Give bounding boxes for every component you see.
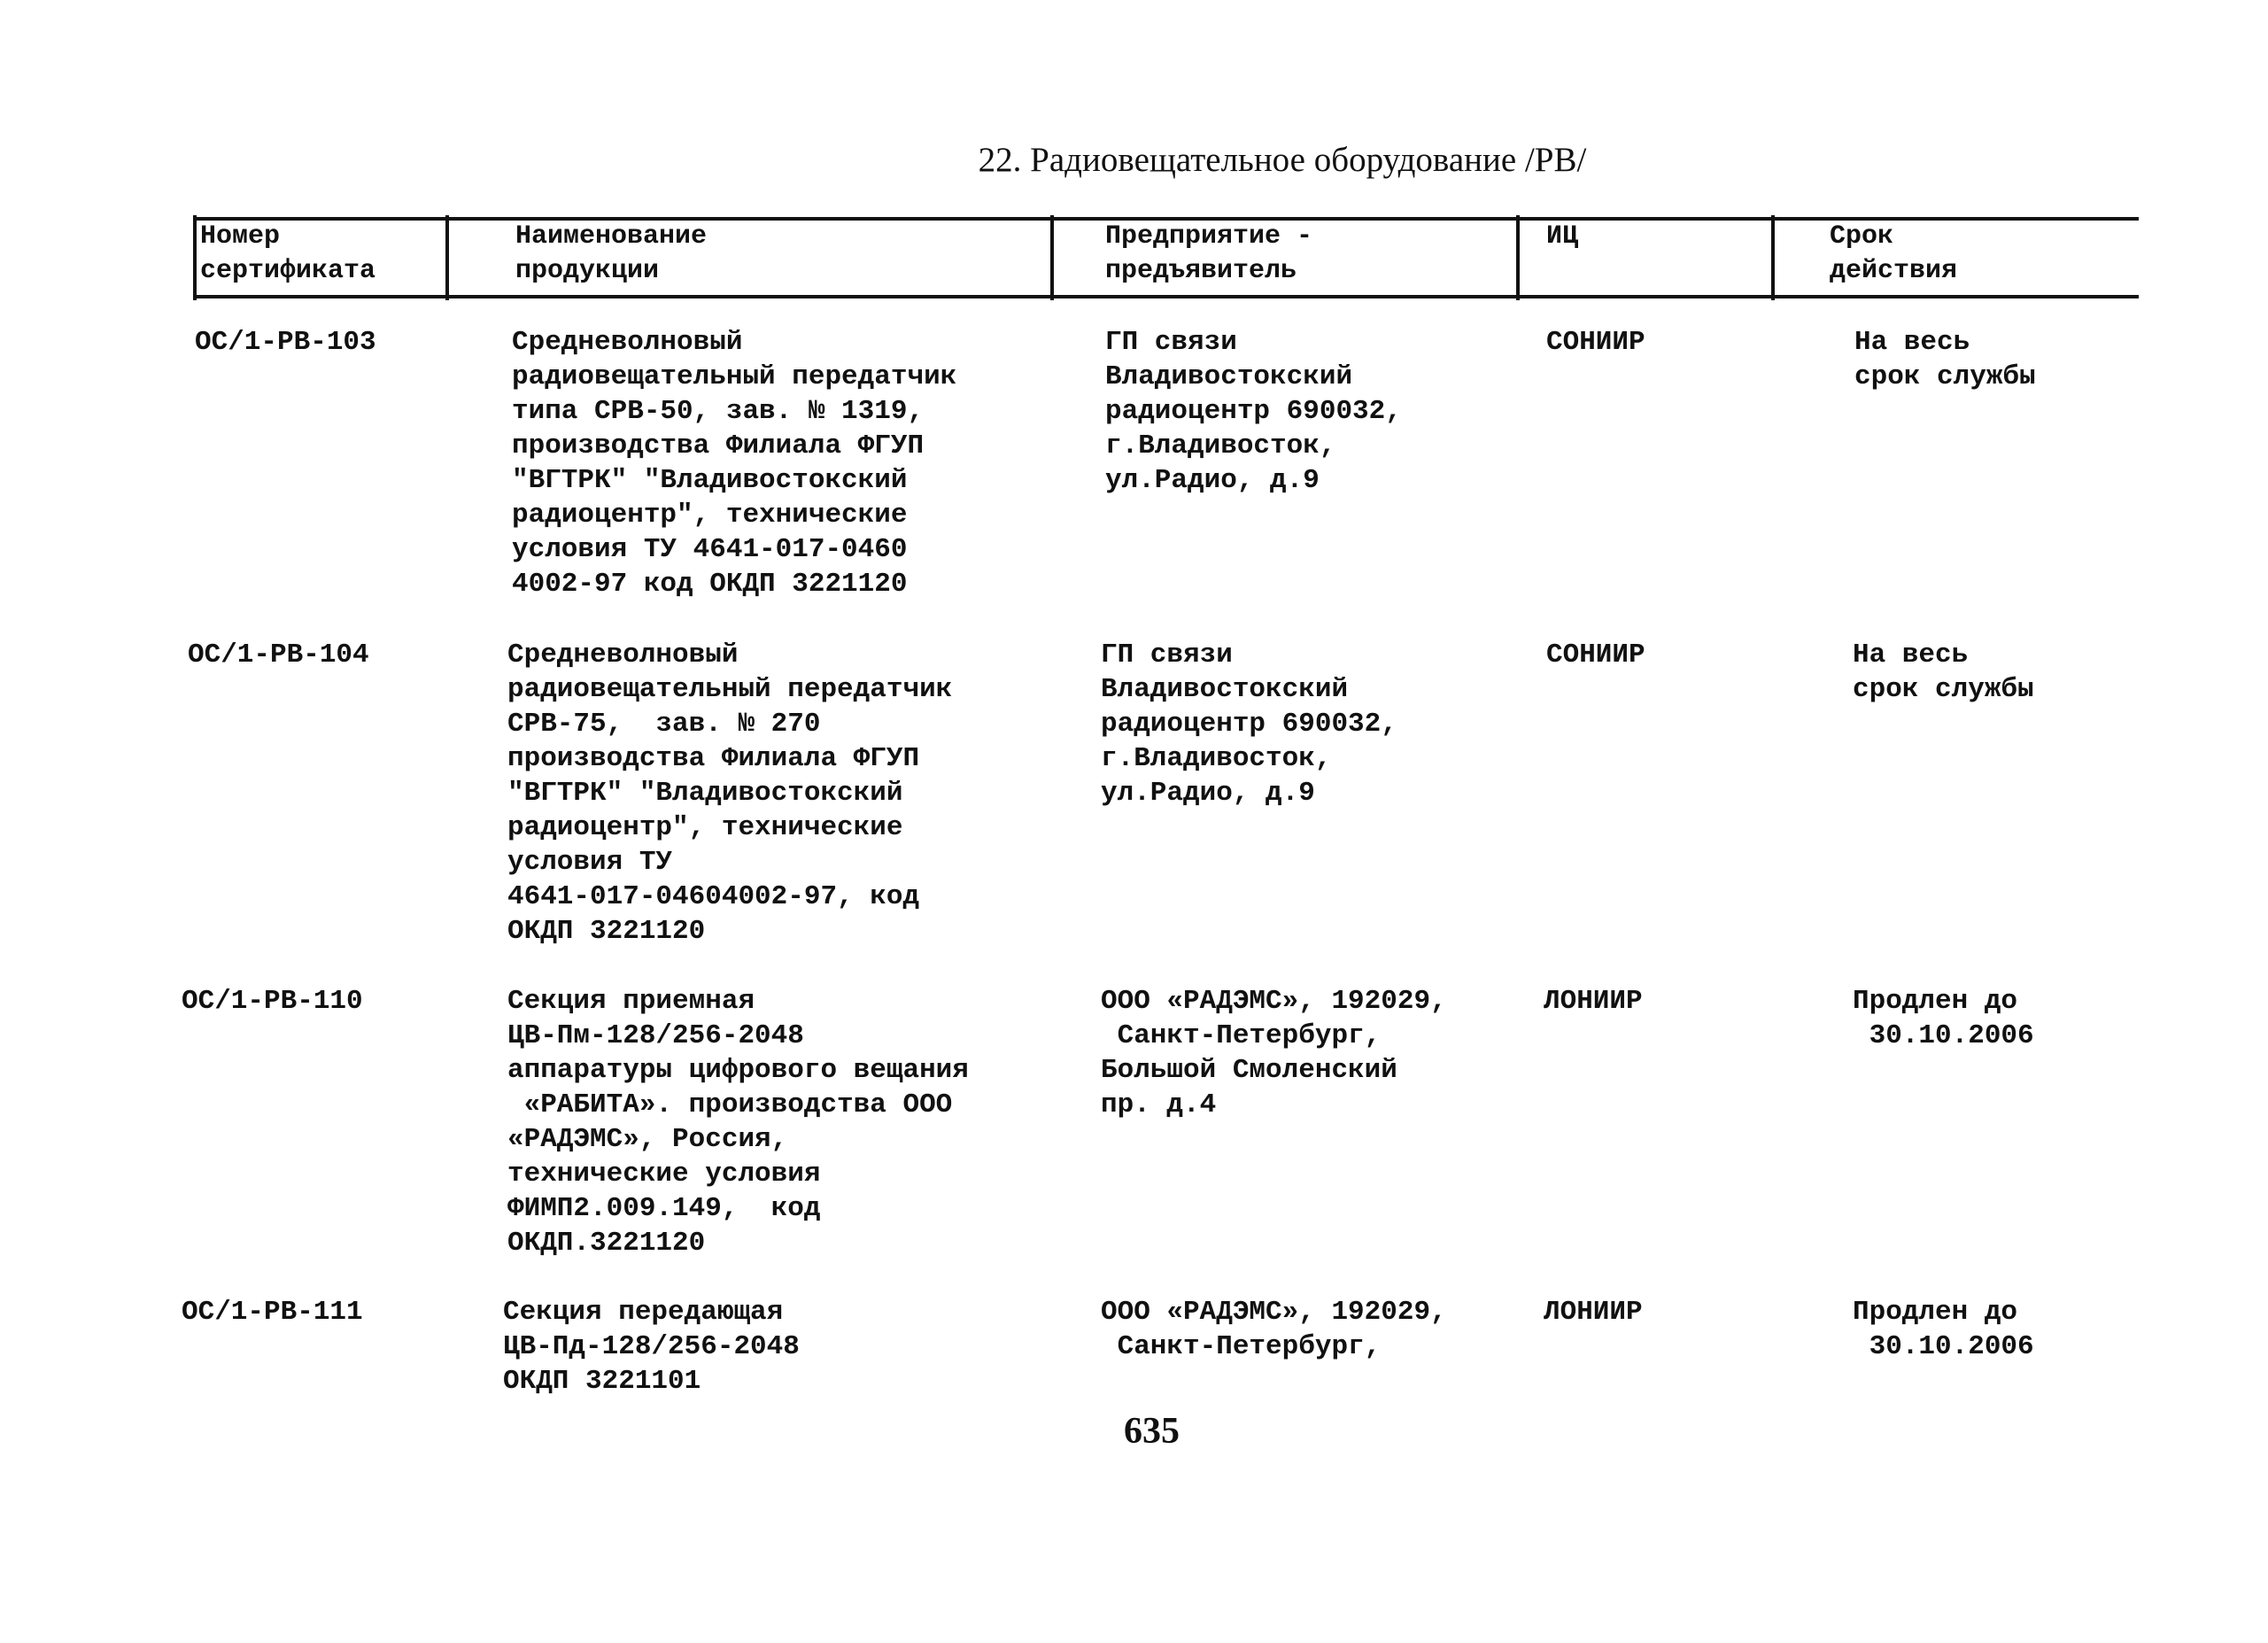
column-header-lab: ИЦ [1546,221,1579,252]
certificate-number: ОС/1-РВ-111 [182,1297,363,1328]
test-lab: ЛОНИИР [1544,986,1643,1017]
validity-term: На весь срок службы [1853,639,2034,705]
certificate-number: ОС/1-РВ-110 [182,986,363,1017]
column-header-certificate: Номер сертификата [200,221,376,286]
test-lab: СОНИИР [1546,327,1645,358]
certificate-number: ОС/1-РВ-103 [195,327,376,358]
column-header-term: Срок действия [1830,221,1958,286]
page-title: 22. Радиовещательное оборудование /РВ/ [978,141,1587,179]
column-header-company: Предприятие - предъявитель [1105,221,1313,286]
page-number: 635 [1124,1411,1180,1452]
company-name: ГП связи Владивостокский радиоцентр 690032, г.Владивосток, ул.Радио, д.9 [1105,327,1402,496]
product-name: Секция передающая ЦВ-Пд-128/256-2048 ОКДП 3221101 [503,1297,800,1397]
header-bottom-rule [193,295,2139,298]
validity-term: На весь срок службы [1854,327,2036,392]
header-divider [193,215,197,300]
certificate-number: ОС/1-РВ-104 [188,639,369,670]
company-name: ГП связи Владивостокский радиоцентр 690032, г.Владивосток, ул.Радио, д.9 [1101,639,1397,809]
header-divider [445,215,449,300]
validity-term: Продлен до 30.10.2006 [1853,1297,2034,1362]
company-name: ООО «РАДЭМС», 192029, Санкт-Петербург, Большой Смоленский пр. д.4 [1101,986,1447,1120]
test-lab: СОНИИР [1546,639,1645,670]
header-divider [1050,215,1054,300]
company-name: ООО «РАДЭМС», 192029, Санкт-Петербург, [1101,1297,1447,1362]
header-divider [1516,215,1520,300]
column-header-product: Наименование продукции [515,221,708,286]
validity-term: Продлен до 30.10.2006 [1853,986,2034,1051]
test-lab: ЛОНИИР [1544,1297,1643,1328]
product-name: Секция приемная ЦВ-Пм-128/256-2048 аппаратуры цифрового вещания «РАБИТА». производства ООО «РАДЭМС», Россия, технические условия ФИМП2.009.149, код ОКДП.3221120 [507,986,969,1259]
header-divider [1771,215,1775,300]
product-name: Средневолновый радиовещательный передатчик СРВ-75, зав. № 270 производства Филиала ФГУП "ВГТРК" "Владивостокский радиоцентр", технические условия ТУ 4641-017-04604002-97, код ОКДП 3221120 [507,639,953,947]
product-name: Средневолновый радиовещательный передатчик типа СРВ-50, зав. № 1319, производства Филиала ФГУП "ВГТРК" "Владивостокский радиоцентр", технические условия ТУ 4641-017-0460 4002-97 код ОКДП 3221120 [512,327,957,600]
